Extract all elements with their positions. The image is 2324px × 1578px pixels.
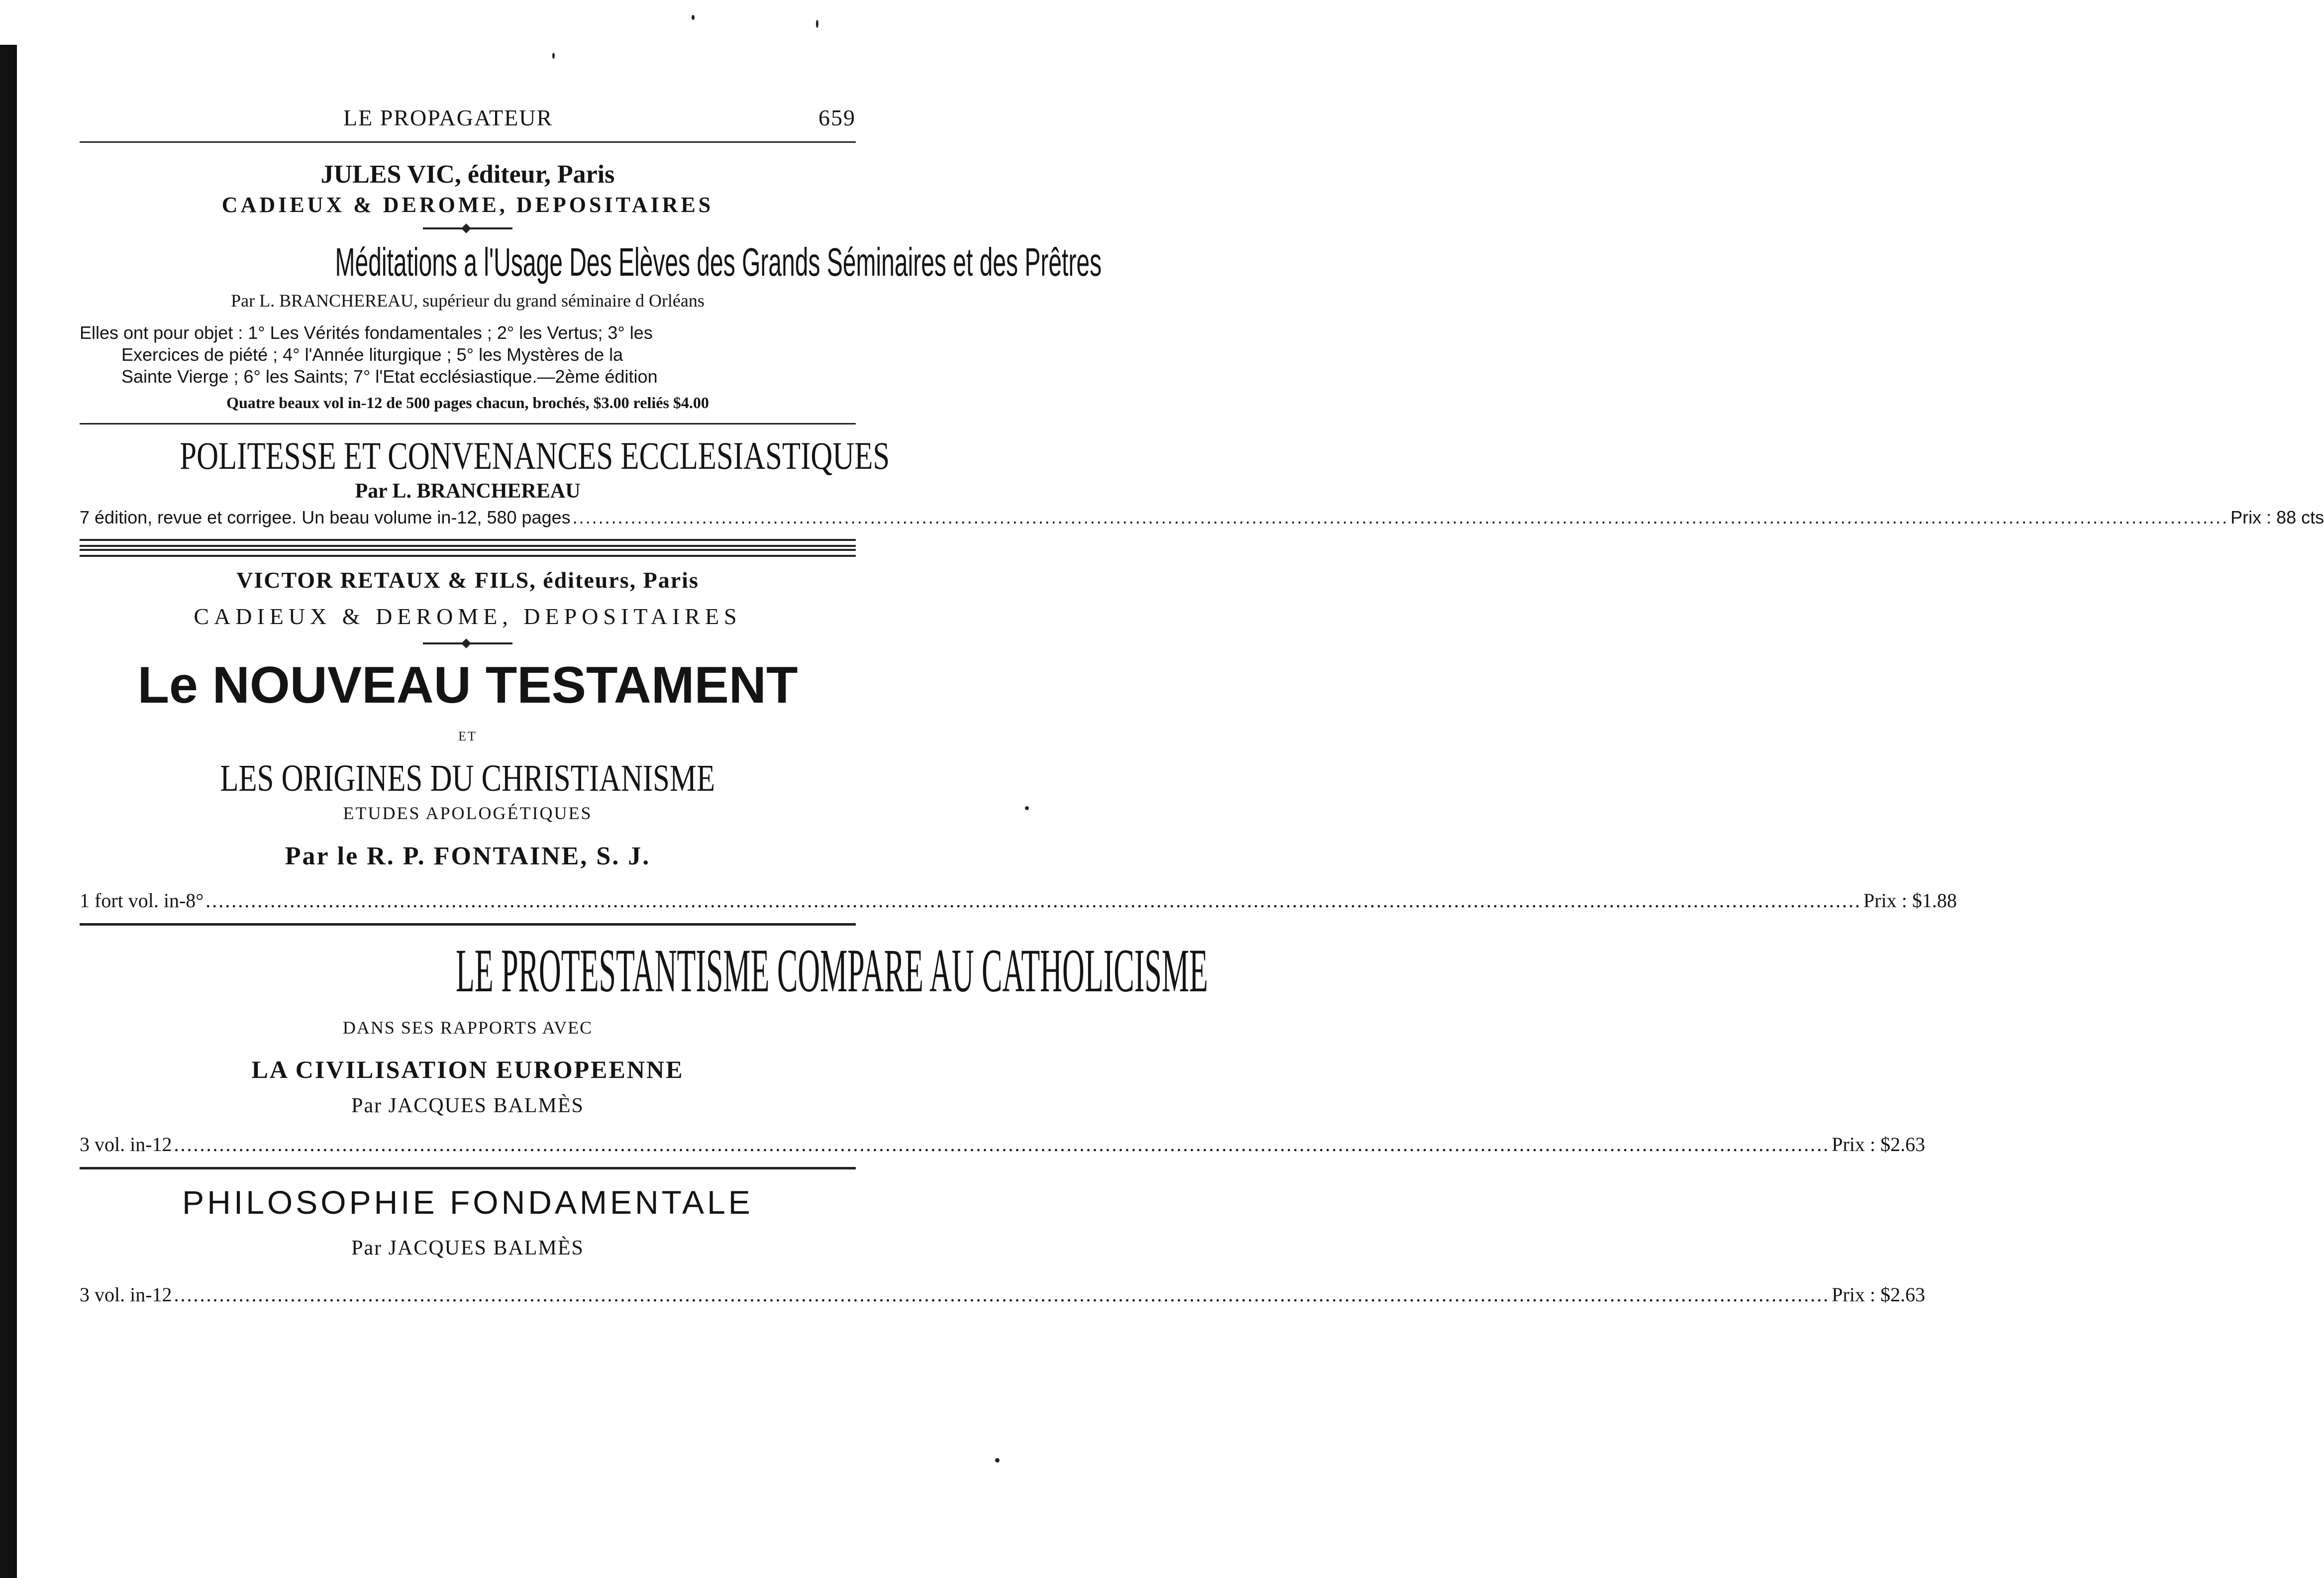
ad-philosophie: [80, 1183, 1925, 1306]
ornament-divider: [423, 642, 512, 644]
price-row: [80, 1133, 1925, 1156]
book-title: Méditations a l'Usage Des Elèves des Grands Séminaires et des Prêtres: [335, 240, 1102, 284]
header-rule: [80, 141, 856, 143]
author-line: Par L. BRANCHEREAU: [355, 480, 581, 503]
author-line: Par le R. P. FONTAINE, S. J.: [285, 842, 651, 870]
volume-details: 3 vol. in-12: [80, 1133, 172, 1156]
section-rule: [80, 1167, 856, 1169]
book-title-wrap: [80, 937, 1208, 1005]
book-title-wrap: [80, 238, 1102, 286]
volume-details: 3 vol. in-12: [80, 1283, 172, 1306]
subtitle: LES ORIGINES DU CHRISTIANISME: [220, 757, 715, 799]
volume-details: 1 fort vol. in-8°: [80, 889, 204, 912]
book-title: LE PROTESTANTISME COMPARE AU CATHOLICISME: [455, 937, 1208, 1005]
page: [80, 100, 2324, 1306]
dot-leader: [573, 507, 2229, 528]
dot-leader: [205, 889, 1861, 912]
contents-line: Exercices de piété ; 4° l'Année liturgique ; 5° les Mystères de la: [121, 344, 623, 365]
contents-paragraph: [80, 322, 856, 388]
author-line: Par JACQUES BALMÈS: [351, 1237, 584, 1260]
price: Prix : $2.63: [1831, 1283, 1925, 1306]
section-rule: [80, 923, 856, 926]
ad-meditations: [80, 160, 1102, 412]
price-row: [80, 1283, 1925, 1306]
line-3: LA CIVILISATION EUROPEENNE: [251, 1055, 684, 1083]
edition-details: 7 édition, revue et corrigee. Un beau volume in-12, 580 pages: [80, 507, 571, 527]
journal-title: LE PROPAGATEUR: [343, 105, 553, 130]
rule-pair: [80, 549, 856, 557]
ornament-divider: [423, 227, 512, 229]
ad-nouveau-testament: [80, 567, 1957, 912]
book-title: PHILOSOPHIE FONDAMENTALE: [182, 1184, 753, 1221]
ad-politesse: [80, 433, 2324, 528]
dot-leader: [174, 1283, 1830, 1306]
depositaires-line: CADIEUX & DEROME, DEPOSITAIRES: [194, 604, 742, 629]
scan-speck: [816, 20, 818, 28]
price: Prix : 88 cts: [2230, 507, 2324, 527]
contents-line: Elles ont pour objet : 1° Les Vérités fondamentales ; 2° les Vertus; 3° les: [80, 322, 653, 343]
scan-shadow-edge: [0, 45, 17, 1578]
scan-speck: [552, 53, 555, 59]
price-row: [80, 889, 1957, 912]
ad-protestantisme: [80, 937, 1925, 1156]
page-number: 659: [818, 105, 856, 130]
book-title-wrap: [80, 433, 890, 478]
running-header: [80, 100, 856, 134]
line-2: DANS SES RAPPORTS AVEC: [342, 1018, 593, 1038]
price: Prix : $1.88: [1863, 889, 1957, 912]
price-line: Quatre beaux vol in-12 de 500 pages chacun, brochés, $3.00 reliés $4.00: [226, 394, 709, 412]
scan-speck: [1025, 806, 1029, 810]
subtitle-2: ETUDES APOLOGÉTIQUES: [343, 803, 593, 823]
author-line: Par JACQUES BALMÈS: [351, 1094, 584, 1117]
book-title: Le NOUVEAU TESTAMENT: [137, 656, 798, 714]
author-line: Par L. BRANCHEREAU, supérieur du grand séminaire d Orléans: [231, 291, 705, 311]
scan-speck: [692, 15, 695, 20]
rule-pair: [80, 539, 856, 547]
price-row: [80, 507, 2324, 528]
dot-leader: [174, 1133, 1830, 1156]
book-title: POLITESSE ET CONVENANCES ECCLESIASTIQUES: [180, 434, 890, 477]
contents-line: Sainte Vierge ; 6° les Saints; 7° l'Etat ecclésiastique.—2ème édition: [121, 366, 658, 387]
scan-speck: [995, 1458, 1000, 1463]
double-rule: [80, 539, 856, 557]
publisher-line: JULES VIC, éditeur, Paris: [320, 160, 615, 189]
subtitle-wrap: [80, 756, 856, 801]
depositaires-line: CADIEUX & DEROME, DEPOSITAIRES: [221, 193, 714, 217]
section-rule: [80, 423, 856, 424]
price: Prix : $2.63: [1831, 1133, 1925, 1156]
publisher-line: VICTOR RETAUX & FILS, éditeurs, Paris: [236, 567, 699, 593]
et-line: ET: [458, 729, 477, 743]
